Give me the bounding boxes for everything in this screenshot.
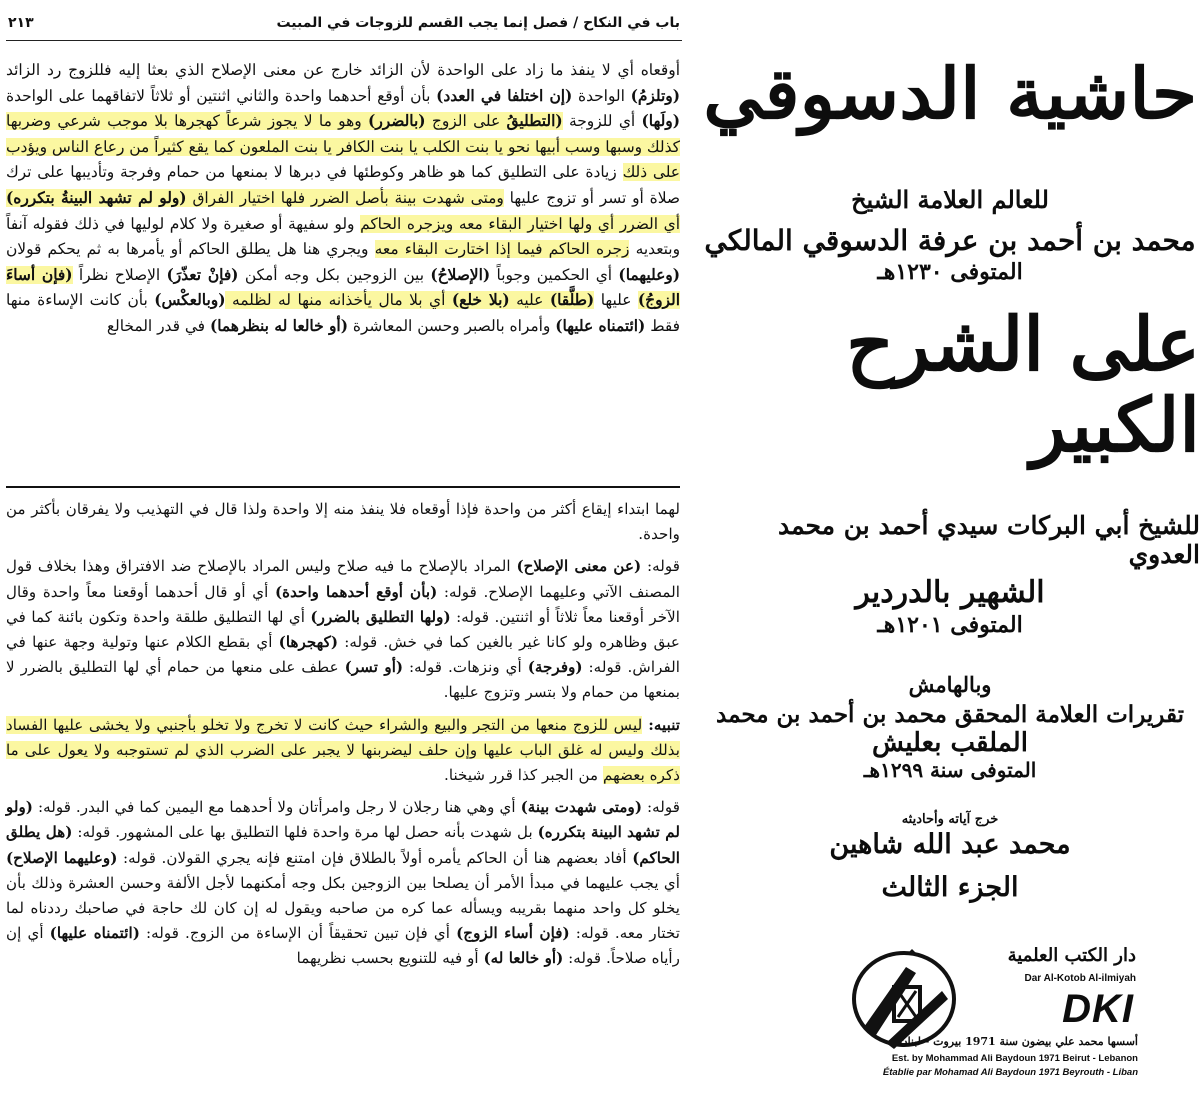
matn-segment: ويجري هنا هل يطلق الحاكم أو يأمرها به ثم يحكم قولان (6, 240, 375, 259)
matn-segment: (ولو لم تشهد البينةُ بتكرره) (6, 188, 187, 207)
matn-segment: (وبالعكْس) (154, 291, 226, 310)
matn-segment: بأن أوقع أحدهما واحدة والثاني اثنتين أو ثلاثاً لاتفاقهما على الواحدة (6, 86, 437, 105)
sharh-segment: أي بقطع الكلام عنها وتولية وجهة عنها في الفراش. قوله: (6, 633, 680, 677)
sharh-segment: ليس للزوج منعها من التجر والبيع والشراء حيث كانت لا تخرج ولا تخلو بأجنبي ولا يخشى عليها الفساد بذلك وليس له غلق الباب عليها وإن حلف ليضربنها لا يجبر على الضرب الذي لم تستوجبه ولا يعول على ما ذكره بعضهم (6, 715, 680, 785)
matn-segment: (ولَها) (641, 112, 680, 131)
sharh-segment: (هل يطلق الحاكم) (6, 823, 680, 867)
cover-dardir-death: المتوفى ١٢٠١هـ (877, 612, 1023, 639)
matn-segment: (طلَّقا) (549, 291, 595, 310)
sharh-segment: أي يجب عليهما في مبدأ الأمر أن يصلحا بين الزوجين بكل وجه أمكنهما لأجل الألفة وحسن العشرة وذلك بأن يخلو كل واحد منهما بقريبه ويسأله عما كره من صاحبه ويقول له إن كان لك حاجة في صاحبك رددناه لما تختار معه. قوله: (6, 873, 680, 943)
matn-segment: (فإن أساءَ الزوجُ) (6, 265, 680, 310)
cover-taqrirat: تقريرات العلامة المحقق محمد بن أحمد بن محمد (716, 701, 1185, 729)
book-cover (700, 0, 1200, 1100)
matn-segment: أي بلا مال يأخذانه منها له لظلمه (225, 291, 452, 310)
sharh-segment: (ولها التطليق بالضرر) (310, 607, 451, 626)
cover-volume: الجزء الثالث (881, 872, 1019, 904)
matn-segment: (وعليهما) (618, 265, 681, 284)
sharh-segment: عطف على منعها من حمام أي لها التطليق بالضرر لا بمنعها من حمام ولا بتسر وتزوج عليها. (6, 658, 680, 702)
matn-segment: أي الحكمين وجوباً (490, 265, 619, 284)
sharh-segment: أي ونزهات. قوله: (403, 658, 528, 677)
matn-segment: زيادة على التطليق كما هو ظاهر وكوطئها في دبرها لا بمنعها من حمام وفرجة وتأديبها على ترك صلاة أو تسر أو تزوج عليها (6, 163, 680, 207)
matn-text (6, 58, 680, 476)
cover-subtitle: للعالم العلامة الشيخ (851, 184, 1049, 214)
sharh-segment: (كهجرها) (278, 633, 339, 652)
cover-sheikh: للشيخ أبي البركات سيدي أحمد بن محمد العدوي (777, 511, 1200, 570)
matn-segment: الواحدة (572, 86, 631, 105)
cover-kharraj: خرج آياته وأحاديثه (901, 812, 999, 828)
matn-segment: الإصلاح نظراً (72, 265, 167, 284)
matn-segment: عليها (594, 291, 638, 310)
sharh-segment: أي وهي هنا رجلان لا رجل وامرأتان ولا أحدهما مع اليمين كما في البدر. قوله: (33, 798, 521, 817)
matn-segment: أوقعاه أي لا ينفذ ما زاد على الواحدة لأن الزائد خارج عن معنى الإصلاح الذي بعثا إليه فللزوج رد الزائد (6, 61, 680, 79)
cover-editor: محمد عبد الله شاهين (829, 829, 1071, 861)
sharh-segment: (أو خالعا له) (483, 949, 564, 968)
matn-segment: (وتلزمُ) (630, 86, 681, 105)
matn-segment: زجره الحاكم فيما إذا اختارت البقاء معه (374, 240, 630, 259)
sharh-segment: (عن معنى الإصلاح) (516, 557, 642, 576)
sharh-segment: (بأن أوقع أحدهما واحدة) (274, 582, 438, 601)
matn-segment: عليه (509, 291, 550, 310)
sharh-commentary (6, 497, 680, 1097)
publisher-established-english: Est. by Mohammad Ali Baydoun 1971 Beirut - Lebanon (891, 1053, 1138, 1064)
cover-laqab: الملقب بعليش (872, 728, 1028, 759)
cover-dardir: الشهير بالدردير (855, 575, 1045, 611)
cover-title-hashiya: حاشية الدسوقي (703, 52, 1197, 135)
sharh-segment: أي إن رأياه صلاحاً. قوله: (6, 924, 680, 968)
matn-segment: أي الضرر أي ولها اختيار البقاء معه ويزجره الحاكم (360, 214, 680, 233)
running-header (8, 10, 680, 36)
sharh-segment: المراد بالإصلاح ما فيه صلاح وليس المراد بالإصلاح ضد الافتراق وهذا بخلاف قول المصنف الآتي وعليهما الإصلاح. قوله: (6, 557, 680, 601)
sharh-paragraph (6, 554, 680, 705)
matn-segment: وأمراه بالصبر وحسن المعاشرة (347, 316, 556, 335)
publisher-established-arabic: أسسها محمد علي بيضون سنة 1971 بيروت - لبنان (899, 1035, 1138, 1048)
cover-author-death: المتوفى ١٢٣٠هـ (877, 258, 1023, 285)
matn-segment: ولو سفيهة أو صغيرة ولا كلام لوليها في ذلك فقوله آنفاً وبتعديه (6, 214, 680, 259)
cover-title-sharh: على الشرح الكبير (846, 301, 1200, 469)
sharh-segment: (ائتمناه عليها) (49, 924, 140, 943)
matn-segment: (فإنْ تعذّرَ) (166, 265, 239, 284)
publisher-name-english: Dar Al-Kotob Al-ilmiyah (1024, 973, 1136, 984)
matn-segment: ومتى شهدت بينة بأصل الضرر فلها اختيار الفراق (186, 188, 504, 207)
matn-segment: أي للزوجة (562, 112, 642, 131)
footnote-separator (6, 486, 680, 488)
matn-segment: (التطليقُ (506, 112, 563, 131)
matn-segment: (إن اختلفا في العدد) (436, 86, 573, 105)
publisher-dki-wordmark: DKI (1062, 987, 1134, 1031)
sharh-segment: قوله: (642, 798, 680, 817)
sharh-paragraph (6, 713, 680, 789)
sharh-segment: بل شهدت بأنه حصل لها مرة واحدة فلها التطليق بها على المشهور. قوله: (72, 823, 538, 842)
matn-segment: وهو ما لا يجوز شرعاً كهجرها بلا موجب شرعي وضربها كذلك وسبها وسب أبيها نحو يا بنت الكلب يا بنت الكافر يا بنت الملعون كما يقع كثيراً من رعاع الناس ويؤدب على ذلك (6, 112, 680, 182)
sharh-segment: أي لها التطليق طلقة واحدة وتكون بائنة كما في عبق وظاهره ولو كانا غير بالغين كما في خش. قوله: (6, 607, 680, 652)
sharh-segment: أو فيه للتنويع بحسب نظريهما (296, 949, 484, 968)
sharh-segment: لهما ابتداء إيقاع أكثر من واحدة فإذا أوقعاه فلا ينفذ منه إلا واحدة ولذا قال في التهذيب ولا يفرقان بأكثر من واحدة. (6, 500, 680, 544)
cover-hamish: وبالهامش (908, 672, 992, 698)
cover-laqab-death: المتوفى سنة ١٢٩٩هـ (863, 758, 1037, 783)
matn-segment: (الإصلاحُ) (430, 265, 491, 284)
matn-segment: في قدر المخالع (106, 316, 210, 335)
sharh-segment: (وفرجة) (527, 658, 583, 677)
matn-segment: بأن كانت الإساءة منها فقط (6, 291, 680, 335)
header-rule (6, 40, 682, 41)
sharh-segment: (ومتى شهدت بينة) (520, 798, 643, 817)
publisher-block (828, 935, 1198, 1095)
matn-segment: بين الزوجين بكل وجه أمكن (238, 265, 431, 284)
sharh-segment: قوله: (641, 557, 681, 576)
sharh-segment: (ولو لم تشهد البينة بتكرره) (6, 798, 681, 842)
page-number: ٢١٣ (8, 15, 34, 31)
sharh-segment: (وعليهما الإصلاح) (6, 848, 118, 867)
sharh-segment: (فإن أساء الزوج) (456, 924, 570, 943)
publisher-name-arabic: دار الكتب العلمية (1007, 945, 1136, 966)
matn-segment: (ائتمناه عليها) (555, 316, 646, 335)
sharh-segment: تنبيه: (642, 715, 680, 734)
sharh-segment: (أو تسر) (344, 658, 404, 677)
sharh-paragraph (6, 497, 680, 547)
sharh-paragraph (6, 795, 680, 971)
sharh-segment: أفاد بعضهم هنا أن الحاكم يأمره أولاً بالطلاق فإن امتنع فإنه يجري القولان. قوله: (117, 848, 633, 867)
matn-segment: (بالضرر) (368, 112, 426, 131)
matn-segment: (بلا خلع) (451, 291, 510, 310)
sharh-segment: أي فإن تبين تحقيقاً أن الإساءة من الزوج. قوله: (139, 924, 457, 943)
matn-segment: على الزوج (425, 112, 507, 131)
cover-author: محمد بن أحمد بن عرفة الدسوقي المالكي (704, 223, 1196, 257)
header-section-title: باب في النكاح / فصل إنما يجب القسم للزوجات في المبيت (276, 15, 680, 31)
matn-paragraph (6, 58, 680, 340)
publisher-established-french: Établie par Mohamad Ali Baydoun 1971 Beyrouth - Liban (882, 1067, 1138, 1078)
sharh-segment: من الجبر كذا قرر شيخنا. (444, 766, 603, 785)
matn-segment: (أو خالعا له بنظرهما) (209, 316, 348, 335)
sharh-segment: أي أو قال أحدهما أوقعنا معاً واحدة وقال الآخر أوقعنا معاً ثلاثاً أو اثنتين. قوله: (6, 582, 680, 626)
